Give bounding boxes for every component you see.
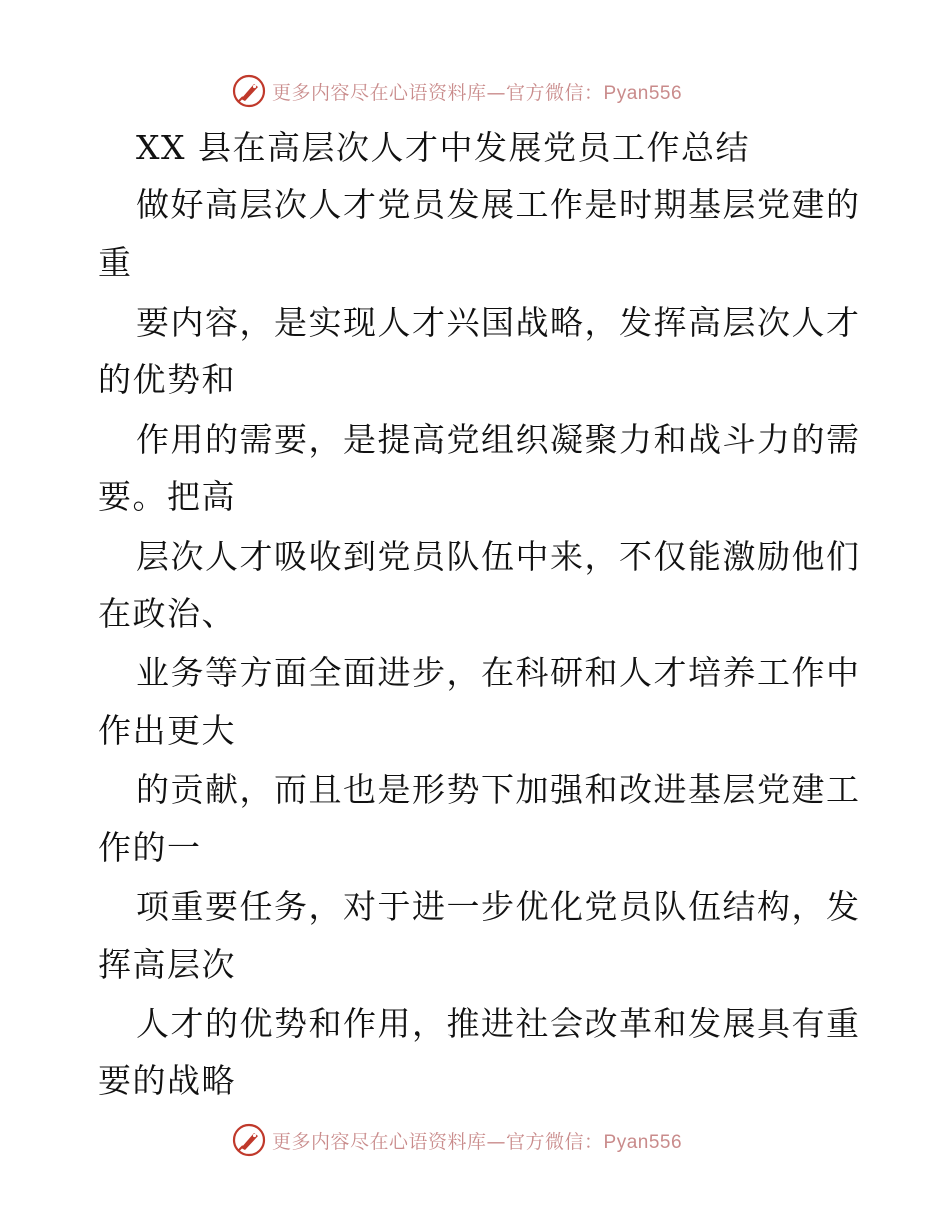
footer-banner [232,1121,752,1159]
text-line: 项重要任务，对于进一步优化党员队伍结构，发 [136,887,861,926]
text-line: 作出更大 [98,711,236,750]
header-banner [232,72,752,110]
pen-nib-logo-icon [232,1123,266,1157]
banner-text: 更多内容尽在心语资料库—官方微信：Pyan556 [272,1130,683,1153]
text-line: 在政治、 [98,594,236,633]
banner-text: 更多内容尽在心语资料库—官方微信：Pyan556 [272,81,683,104]
text-line: 作用的需要，是提高党组织凝聚力和战斗力的需 [136,420,861,459]
text-line: 要。把高 [98,477,236,516]
text-line: 作的一 [98,828,202,867]
text-line: 重 [98,243,133,282]
text-line: 人才的优势和作用，推进社会改革和发展具有重 [136,1004,861,1043]
text-line: 做好高层次人才党员发展工作是时期基层党建的 [136,185,861,224]
text-line: 挥高层次 [98,945,236,984]
wechat-id: Pyan556 [603,1131,683,1153]
text-line: 的贡献，而且也是形势下加强和改进基层党建工 [136,770,861,809]
text-line: 的优势和 [98,360,236,399]
text-line: 层次人才吸收到党员队伍中来，不仅能激励他们 [136,537,861,576]
document-title: XX 县在高层次人才中发展党员工作总结 [136,128,750,167]
text-line: 业务等方面全面进步，在科研和人才培养工作中 [136,653,861,692]
text-line: 要的战略 [98,1061,236,1100]
wechat-id: Pyan556 [603,82,683,104]
text-line: 要内容，是实现人才兴国战略，发挥高层次人才 [136,303,861,342]
pen-nib-logo-icon [232,74,266,108]
